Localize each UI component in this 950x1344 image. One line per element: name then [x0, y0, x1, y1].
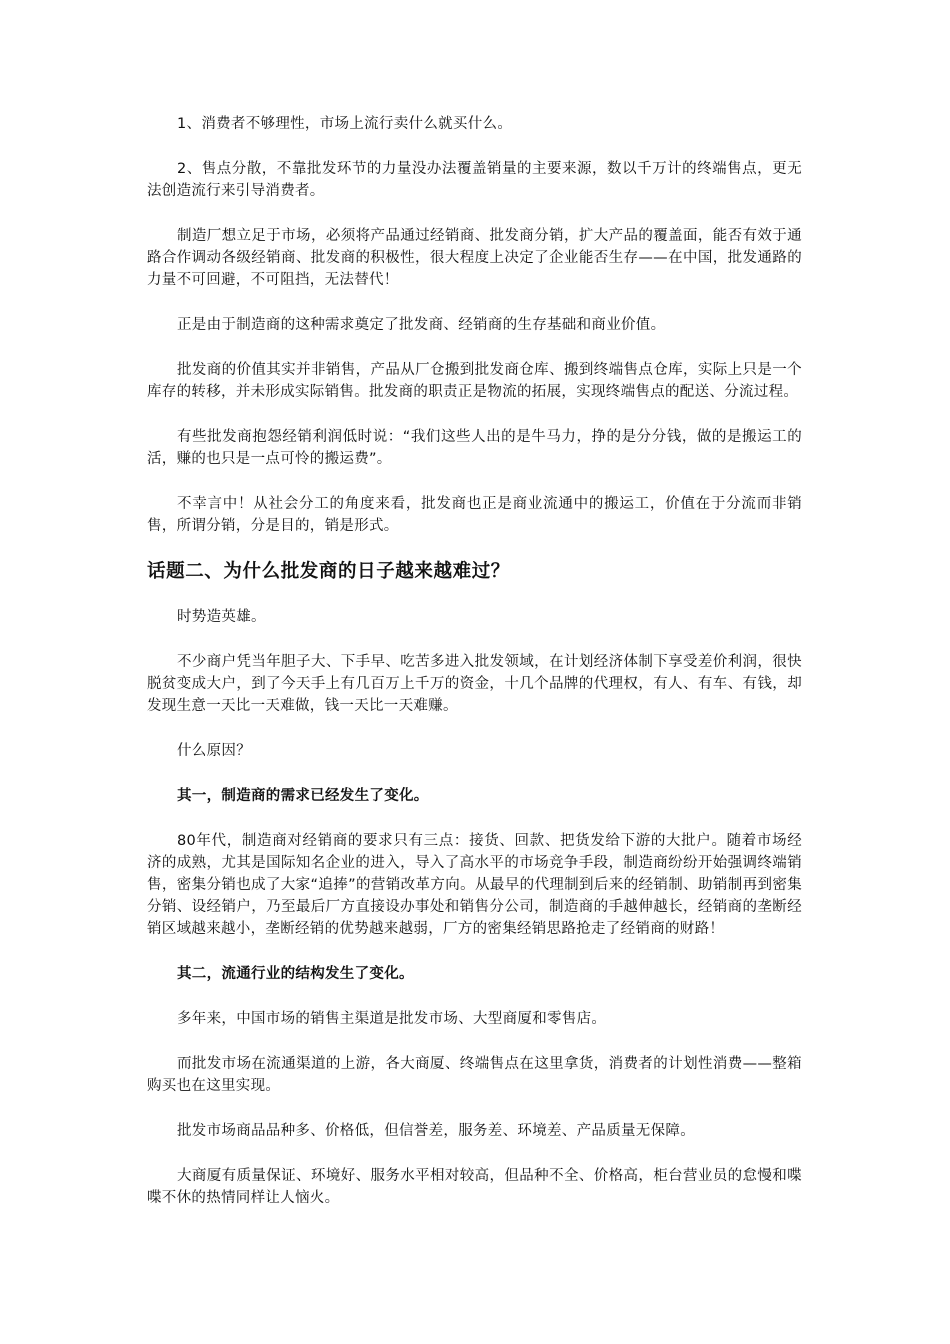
- paragraph: 批发市场商品品种多、价格低，但信誉差，服务差、环境差、产品质量无保障。: [177, 1123, 695, 1139]
- paragraph: 什么原因？: [177, 743, 251, 759]
- paragraph: 正是由于制造商的这种需求奠定了批发商、经销商的生存基础和商业价值。: [177, 317, 666, 333]
- paragraph: 时势造英雄。: [177, 609, 266, 625]
- paragraph: 不少商户凭当年胆子大、下手早、吃苦多进入批发领域，在计划经济体制下享受差价利润，很快脱贫变成大户，到了今天手上有几百万上千万的资金，十几个品牌的代理权，有人、有车、有钱，却发现生意一天比一天难做，钱一天比一天难赚。: [147, 654, 802, 714]
- subheading-paragraph: 其二，流通行业的结构发生了变化。: [177, 966, 414, 982]
- subheading-paragraph: 其一，制造商的需求已经发生了变化。: [177, 788, 429, 804]
- paragraph: 80年代，制造商对经销商的要求只有三点：接货、回款、把货发给下游的大批户。随着市场经济的成熟，尤其是国际知名企业的进入，导入了高水平的市场竞争手段，制造商纷纷开始强调终端销售，密集分销也成了大家“追捧”的营销改革方向。从最早的代理制到后来的经销制、助销制再到密集分销、设经销户，乃至最后厂方直接设办事处和销售分公司，制造商的手越伸越长，经销商的垄断经销区域越来越小，垄断经销的优势越来越弱，厂方的密集经销思路抢走了经销商的财路！: [147, 833, 802, 937]
- paragraph: 多年来，中国市场的销售主渠道是批发市场、大型商厦和零售店。: [177, 1011, 607, 1027]
- paragraph: 制造厂想立足于市场，必须将产品通过经销商、批发商分销，扩大产品的覆盖面，能否有效于通路合作调动各级经销商、批发商的积极性，很大程度上决定了企业能否生存——在中国，批发通路的力量不可回避，不可阻挡，无法替代！: [147, 228, 802, 288]
- paragraph: 而批发市场在流通渠道的上游，各大商厦、终端售点在这里拿货，消费者的计划性消费——整箱购买也在这里实现。: [147, 1056, 802, 1094]
- document-body: [147, 113, 802, 1232]
- paragraph: 大商厦有质量保证、环境好、服务水平相对较高，但品种不全、价格高，柜台营业员的怠慢和喋喋不休的热情同样让人恼火。: [147, 1168, 802, 1206]
- section-heading: 话题二、为什么批发商的日子越来越难过？: [147, 561, 510, 582]
- paragraph: 批发商的价值其实并非销售，产品从厂仓搬到批发商仓库、搬到终端售点仓库，实际上只是一个库存的转移，并未形成实际销售。批发商的职责正是物流的拓展，实现终端售点的配送、分流过程。: [147, 362, 802, 400]
- paragraph: 1、消费者不够理性，市场上流行卖什么就买什么。: [177, 116, 513, 132]
- paragraph: 有些批发商抱怨经销利润低时说：“我们这些人出的是牛马力，挣的是分分钱，做的是搬运工的活，赚的也只是一点可怜的搬运费”。: [147, 429, 802, 467]
- paragraph: 不幸言中！从社会分工的角度来看，批发商也正是商业流通中的搬运工，价值在于分流而非销售，所谓分销，分是目的，销是形式。: [147, 496, 802, 534]
- paragraph: 2、售点分散，不靠批发环节的力量没办法覆盖销量的主要来源，数以千万计的终端售点，更无法创造流行来引导消费者。: [147, 161, 802, 199]
